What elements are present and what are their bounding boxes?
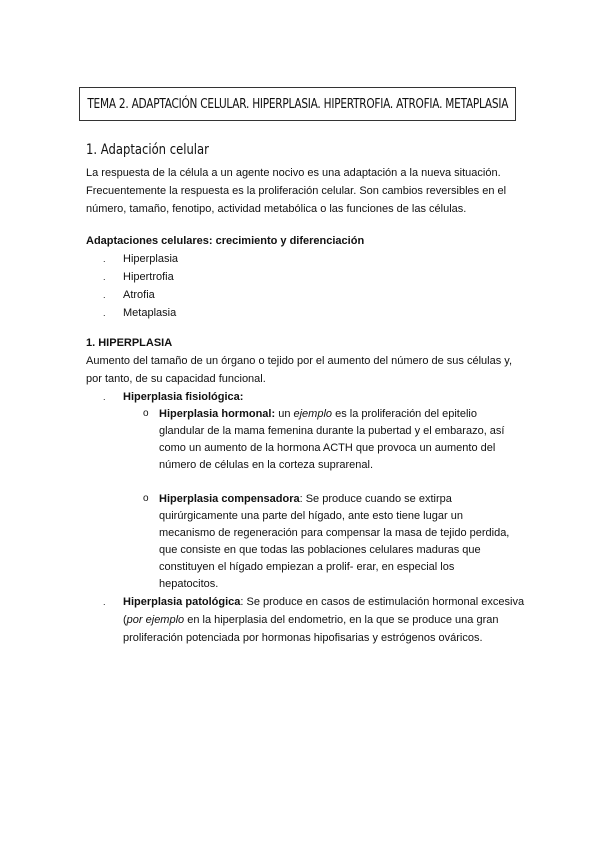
- hormonal-line: glandular de la mama femenina durante la pubertad y el embarazo, así: [159, 425, 505, 437]
- patologica-first-rest: : Se produce en casos de estimulación hormonal excesiva: [240, 596, 525, 608]
- patologica-open: (: [123, 614, 127, 626]
- compensadora-line: quirúrgicamente una parte del hígado, ante esto tiene lugar un: [159, 510, 463, 522]
- compensadora-line: que consiste en que todas las poblaciones celulares maduras que: [159, 544, 481, 556]
- section-heading-hiperplasia: 1. HIPERPLASIA: [86, 337, 173, 349]
- compensadora-line: hepatocitos.: [159, 578, 219, 590]
- hiperplasia-intro-line-1: Aumento del tamaño de un órgano o tejido por el aumento del número de sus células y,: [86, 355, 513, 367]
- list-item: Atrofia: [123, 289, 155, 301]
- hiperplasia-intro-line-2: por tanto, de su capacidad funcional.: [86, 373, 266, 385]
- list-bullet: .: [103, 392, 106, 402]
- hormonal-italic: ejemplo: [293, 408, 333, 420]
- patologica-third-line: proliferación potenciada por hormonas hipofisarias y estrógenos ováricos.: [123, 632, 483, 644]
- list-bullet: .: [103, 308, 106, 318]
- compensadora-line: constituyen el hígado empiezan a prolif- erar, en especial los: [159, 561, 455, 573]
- compensadora-line: mecanismo de regeneración para compensar la masa de tejido perdida,: [159, 527, 510, 539]
- hormonal-line: como un aumento de la hormona ACTH que provoca un aumento del: [159, 442, 496, 454]
- hormonal-pre-italic: un: [275, 408, 294, 420]
- subheading-adaptaciones: Adaptaciones celulares: crecimiento y diferenciación: [86, 235, 365, 247]
- list-bullet: .: [103, 290, 106, 300]
- list-item: Hiperplasia: [123, 253, 179, 265]
- document-title-box: [79, 87, 516, 121]
- list-item: Metaplasia: [123, 307, 177, 319]
- compensadora-first-line: [159, 490, 452, 508]
- document-title: TEMA 2. ADAPTACIÓN CELULAR. HIPERPLASIA. HIPERTROFIA. ATROFIA. METAPLASIA: [87, 96, 508, 112]
- hormonal-post-italic: es la proliferación del epitelio: [332, 408, 477, 420]
- list-bullet: .: [103, 272, 106, 282]
- patologica-second-rest: en la hiperplasia del endometrio, en la que se produce una gran: [184, 614, 499, 626]
- patologica-second-line: [123, 611, 498, 629]
- section-heading-adaptacion: 1. Adaptación celular: [86, 142, 209, 158]
- patologica-italic: por ejemplo: [126, 614, 185, 626]
- sub-bullet: o: [143, 408, 149, 419]
- hormonal-first-line: [159, 405, 477, 423]
- patologica-first-line: [123, 593, 524, 611]
- list-bullet: .: [103, 597, 106, 607]
- list-item: Hipertrofia: [123, 271, 174, 283]
- compensadora-first-rest: : Se produce cuando se extirpa: [299, 493, 452, 505]
- paragraph-line-3: número, tamaño, fenotipo, actividad metabólica o las funciones de las células.: [86, 203, 467, 215]
- hormonal-label: Hiperplasia hormonal:: [159, 408, 276, 420]
- fisiologica-label: Hiperplasia fisiológica:: [123, 391, 244, 403]
- paragraph-line-2: Frecuentemente la respuesta es la proliferación celular. Son cambios reversibles en el: [86, 185, 507, 197]
- paragraph-line-1: La respuesta de la célula a un agente nocivo es una adaptación a la nueva situación.: [86, 167, 501, 179]
- hormonal-line: número de células en la corteza suprarenal.: [159, 459, 374, 471]
- compensadora-label: Hiperplasia compensadora: [159, 493, 300, 505]
- sub-bullet: o: [143, 493, 149, 504]
- patologica-label: Hiperplasia patológica: [123, 596, 241, 608]
- list-bullet: .: [103, 254, 106, 264]
